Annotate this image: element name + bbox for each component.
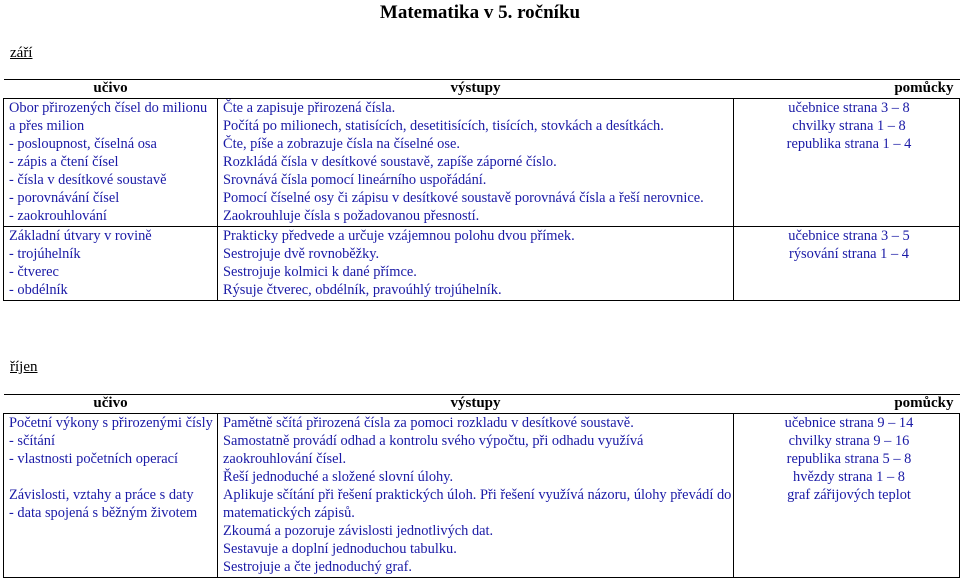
output-line: Řeší jednoduché a složené slovní úlohy.	[223, 469, 454, 485]
output-line: Pomocí číselné osy či zápisu v desítkové soustavě porovnává čísla a řeší nerovnice.	[223, 190, 704, 206]
aid-line: republika strana 5 – 8	[786, 451, 912, 467]
output-line: Prakticky předvede a určuje vzájemnou polohu dvou přímek.	[223, 228, 575, 244]
topic-line: - obdélník	[9, 282, 68, 298]
output-line: Sestrojuje kolmici k dané přímce.	[223, 264, 417, 280]
topic-line: - porovnávání čísel	[9, 190, 120, 206]
aids-cell	[734, 99, 960, 227]
aids-cell	[734, 227, 960, 301]
output-line: Sestrojuje dvě rovnoběžky.	[223, 246, 380, 262]
aid-line: chvilky strana 9 – 16	[788, 433, 910, 449]
output-line: Aplikuje sčítání při řešení praktických úloh. Při řešení využívá názoru, úlohy převádí do matematických zápisů.	[223, 487, 732, 521]
output-line: Čte, píše a zobrazuje čísla na číselné ose.	[223, 136, 460, 152]
header-aids: pomůcky	[734, 80, 960, 99]
output-line: Samostatně provádí odhad a kontrolu svého výpočtu, při odhadu využívá zaokrouhlování čísel.	[223, 433, 644, 467]
header-outputs: výstupy	[218, 80, 734, 99]
topic-line: - sčítání	[9, 433, 55, 449]
topic-line: - čísla v desítkové soustavě	[9, 172, 167, 188]
aid-line: republika strana 1 – 4	[786, 136, 912, 152]
table-row	[4, 414, 960, 578]
topic-cell	[4, 99, 218, 227]
aids-cell	[734, 414, 960, 578]
aid-line: rýsování strana 1 – 4	[789, 246, 909, 262]
output-line: Počítá po milionech, statisících, desetitisících, tisících, stovkách a desítkách.	[223, 118, 664, 134]
outputs-cell	[218, 414, 734, 578]
output-line: Rozkládá čísla v desítkové soustavě, zapíše záporné číslo.	[223, 154, 557, 170]
header-topic: učivo	[4, 80, 218, 99]
aid-line: chvilky strana 1 – 8	[792, 118, 906, 134]
topic-spacer	[9, 468, 217, 486]
topic-line: Základní útvary v rovině	[9, 228, 152, 244]
page-title: Matematika v 5. ročníku	[379, 2, 581, 23]
outputs-cell	[218, 227, 734, 301]
table-row	[4, 99, 960, 227]
aid-line: učebnice strana 9 – 14	[784, 415, 914, 431]
topic-cell	[4, 227, 218, 301]
topic-line: - vlastnosti početních operací	[9, 451, 179, 467]
topic-line: - data spojená s běžným životem	[9, 505, 198, 521]
header-topic: učivo	[4, 395, 218, 414]
output-line: Rýsuje čtverec, obdélník, pravoúhlý trojúhelník.	[223, 282, 502, 298]
aid-line: učebnice strana 3 – 5	[788, 228, 910, 244]
topic-line: Závislosti, vztahy a práce s daty	[9, 487, 194, 503]
output-line: Čte a zapisuje přirozená čísla.	[223, 100, 396, 116]
topic-line: - zaokrouhlování	[9, 208, 107, 224]
output-line: Sestrojuje a čte jednoduchý graf.	[223, 559, 413, 575]
header-outputs: výstupy	[218, 395, 734, 414]
aid-line: hvězdy strana 1 – 8	[793, 469, 905, 485]
month-heading-october: říjen	[10, 359, 38, 375]
table-header-row	[4, 395, 960, 414]
topic-cell	[4, 414, 218, 578]
aid-line: graf zářijových teplot	[787, 487, 911, 503]
output-line: Pamětně sčítá přirozená čísla za pomoci rozkladu v desítkové soustavě.	[223, 415, 634, 431]
output-line: Sestavuje a doplní jednoduchou tabulku.	[223, 541, 457, 557]
aid-line: učebnice strana 3 – 8	[788, 100, 910, 116]
header-aids: pomůcky	[734, 395, 960, 414]
topic-line: - čtverec	[9, 264, 59, 280]
output-line: Zaokrouhluje čísla s požadovanou přesností.	[223, 208, 480, 224]
outputs-cell	[218, 99, 734, 227]
topic-line: Početní výkony s přirozenými čísly	[9, 415, 213, 431]
topic-line: - posloupnost, číselná osa	[9, 136, 157, 152]
topic-line: Obor přirozených čísel do milionu a přes milion	[9, 100, 208, 134]
topic-line: - zápis a čtení čísel	[9, 154, 119, 170]
topic-line: - trojúhelník	[9, 246, 81, 262]
table-row	[4, 227, 960, 301]
output-line: Zkoumá a pozoruje závislosti jednotlivých dat.	[223, 523, 494, 539]
curriculum-table-october	[3, 394, 960, 578]
table-header-row	[4, 80, 960, 99]
output-line: Srovnává čísla pomocí lineárního uspořádání.	[223, 172, 487, 188]
curriculum-table-september	[3, 79, 960, 301]
month-heading-september: září	[10, 45, 33, 61]
